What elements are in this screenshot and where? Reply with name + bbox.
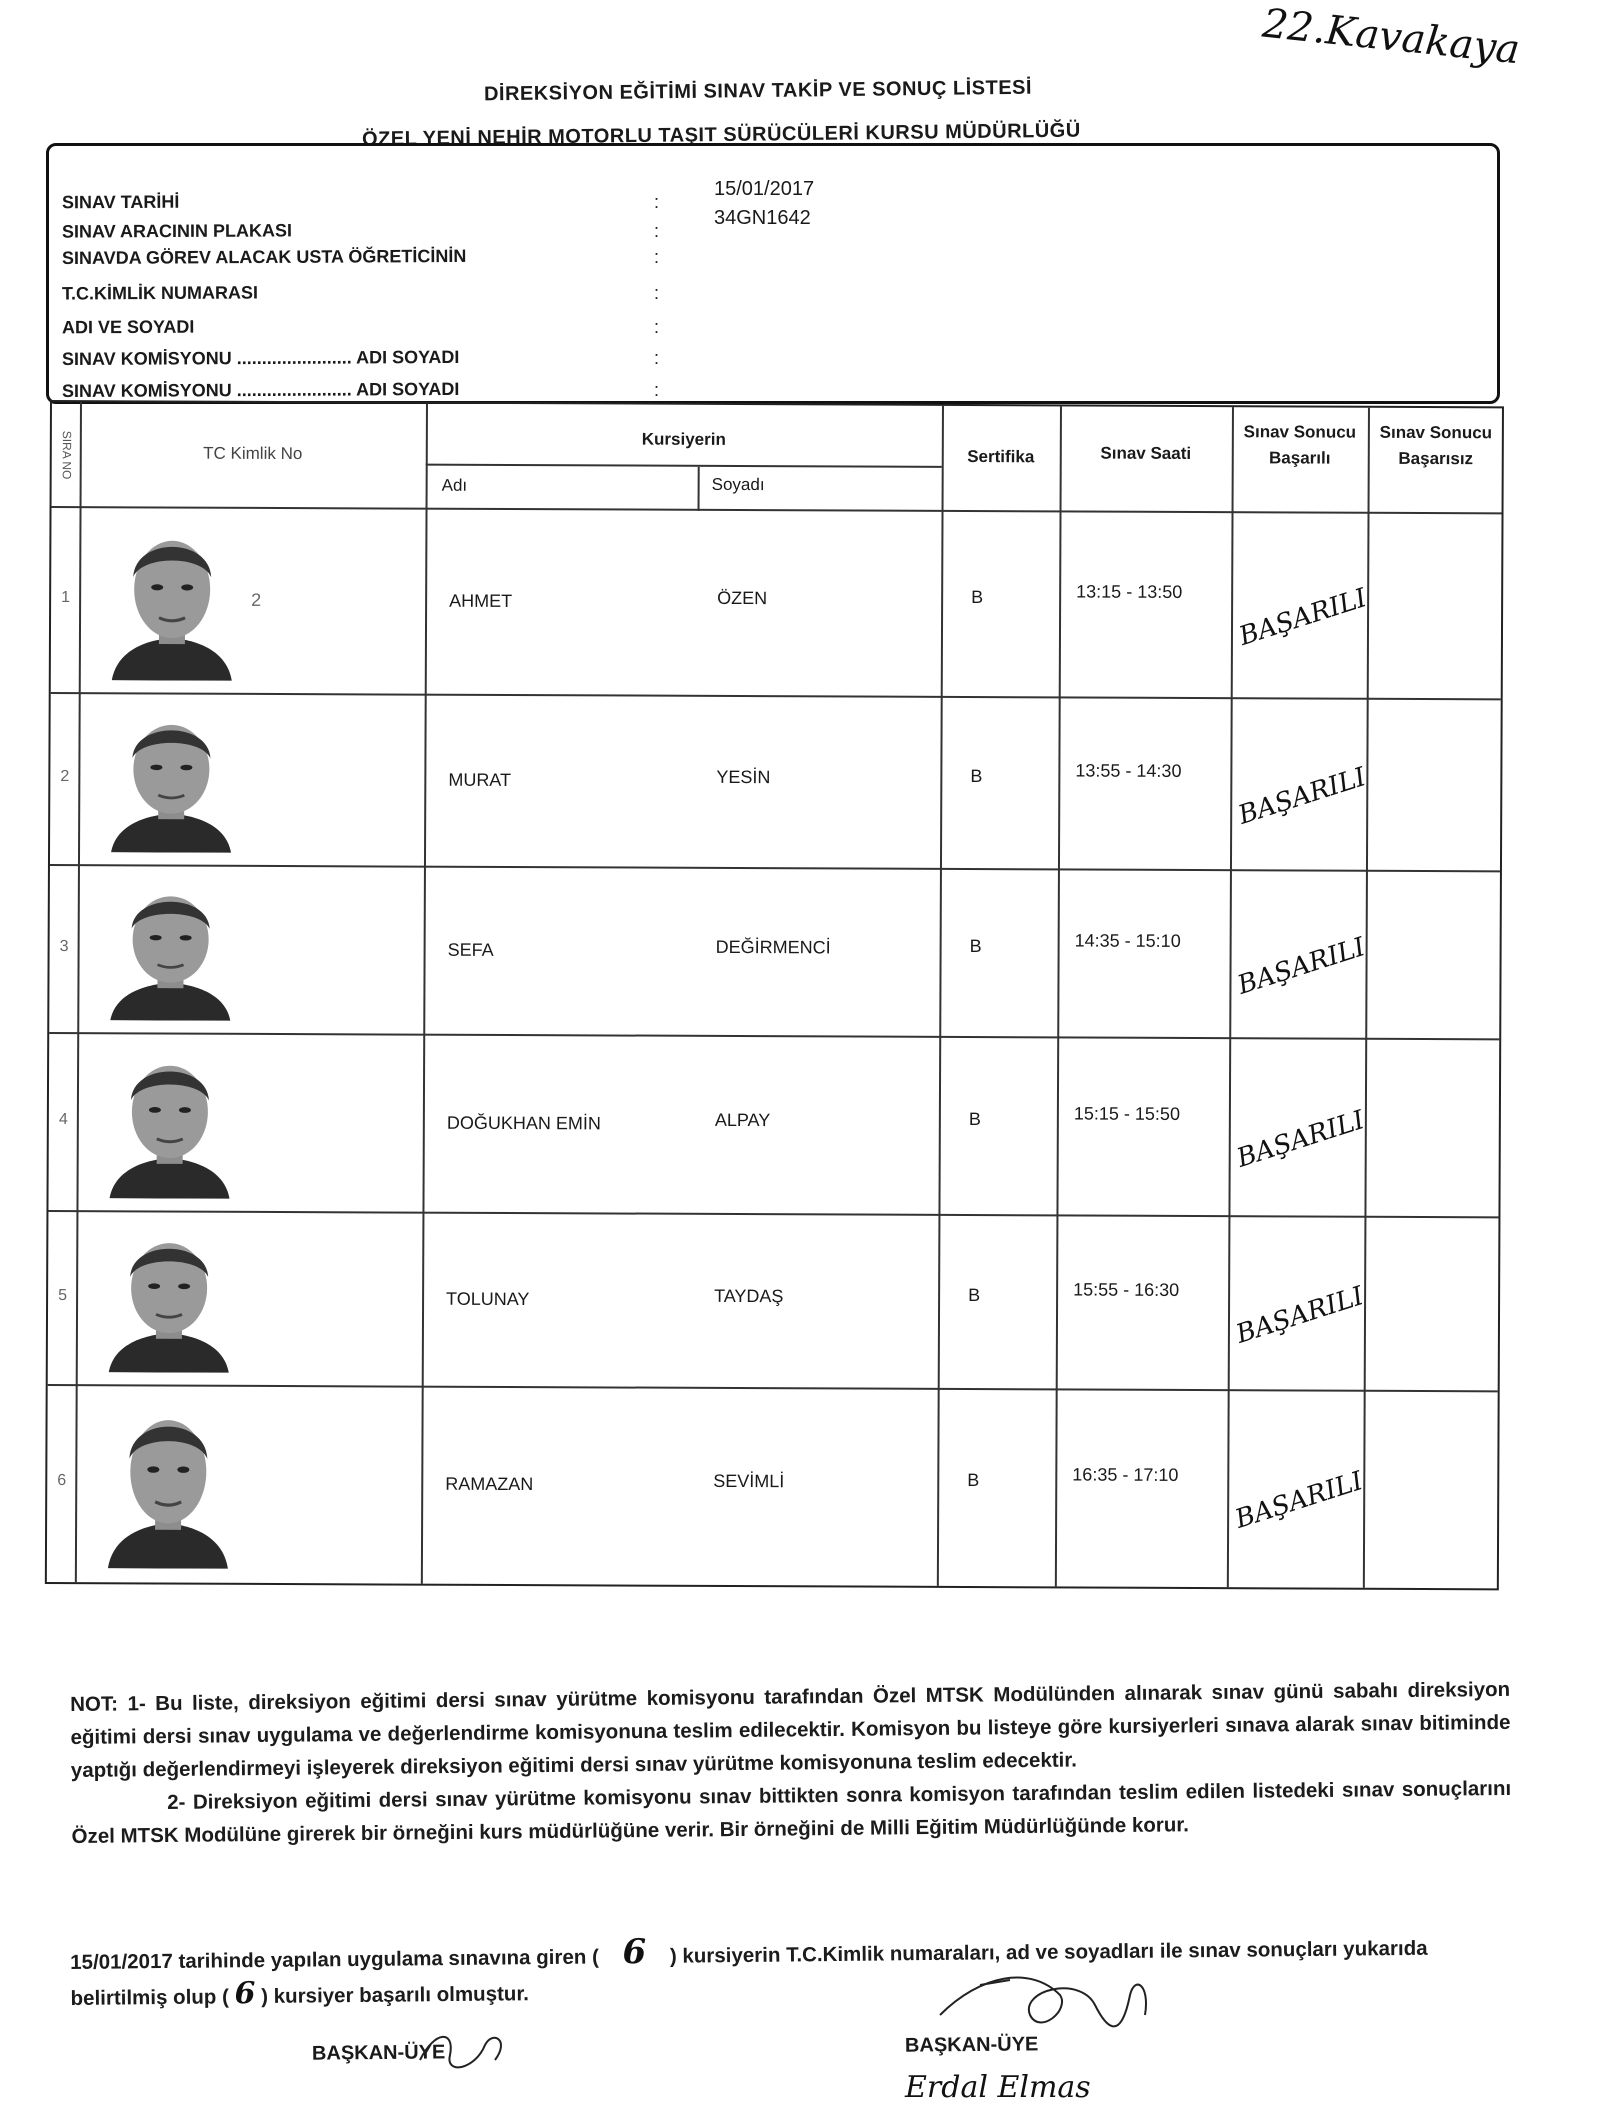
student-photo [95, 1044, 246, 1199]
info-label: T.C.KİMLİK NUMARASI [61, 282, 259, 304]
header-kursiyerin: Kursiyerin [641, 429, 726, 449]
info-colon: : [654, 221, 660, 241]
note-paragraph-1: NOT: 1- Bu liste, direksiyon eğitimi dersi sınav yürütme komisyonu tarafından Özel MTSK Modülünden alınarak sınav günü sabahı direksiyon eğitimi dersi sınav uygulama ve değerlendirme komisyonuna teslim edilecektir. Komisyon bu listeye göre kursiyerleri sınava alarak sınav bitiminde yaptığı değerlendirmeyi işleyerek direksiyon eğitimi dersi sınav yürütme komisyonuna teslim edecektir. [70, 1677, 1511, 1782]
result-passed: BAŞARILI [1234, 762, 1370, 831]
student-photo-icon [93, 1396, 244, 1569]
row-divider [51, 692, 1501, 700]
row-number: 3 [59, 938, 69, 956]
exam-time: 14:35 - 15:10 [1074, 930, 1181, 951]
row-number: 1 [61, 589, 71, 607]
student-photo-icon [96, 704, 247, 853]
student-photo-icon [94, 1222, 245, 1373]
info-value: 34GN1642 [714, 207, 811, 229]
info-colon: : [654, 283, 660, 303]
certificate-class: B [968, 1109, 981, 1130]
note-paragraph-2: 2- Direksiyon eğitimi dersi sınav yürütme komisyonu sınav bittikten sonra komisyon tarafından teslim edilen listedeki sınav sonuçlarını Özel MTSK Modülüne girerek bir örneğini kurs müdürlüğüne verir. Bir örneğini de Milli Eğitim Müdürlüğünde korur. [71, 1776, 1512, 1848]
info-colon: : [654, 317, 660, 337]
signer-name: Erdal Elmas [905, 2070, 1091, 2105]
info-label: SINAV KOMİSYONU ....................... ADI SOYADI [61, 378, 460, 402]
info-label: ADI VE SOYADI [61, 316, 195, 338]
exam-time: 15:55 - 16:30 [1073, 1279, 1180, 1300]
summary-part-1: 15/01/2017 tarihinde yapılan uygulama sınavına giren ( [70, 1945, 599, 1974]
student-first-name: SEFA [447, 939, 494, 960]
result-passed: BAŞARILI [1235, 583, 1371, 652]
info-value: 15/01/2017 [714, 178, 815, 200]
row-number: 2 [60, 768, 70, 786]
student-photo [96, 704, 247, 853]
certificate-class: B [969, 936, 982, 957]
student-photo [97, 518, 248, 681]
signature-right-mark [920, 1955, 1180, 2065]
notes-section [70, 1673, 1512, 1853]
certificate-class: B [967, 1470, 980, 1491]
student-photo [94, 1222, 245, 1373]
student-last-name: SEVİMLİ [713, 1470, 785, 1492]
info-colon: : [654, 348, 660, 368]
student-photo [95, 876, 246, 1021]
result-passed: BAŞARILI [1233, 1105, 1369, 1174]
row-number: 6 [57, 1472, 67, 1490]
student-first-name: RAMAZAN [445, 1473, 534, 1495]
student-photo-icon [95, 876, 246, 1021]
header-adi: Adı [441, 475, 468, 495]
student-photo-icon [97, 518, 248, 681]
header-sonuc-basarisiz: Sınav Sonucu Başarısız [1379, 422, 1493, 469]
exam-time: 13:15 - 13:50 [1076, 581, 1183, 602]
result-passed: BAŞARILI [1231, 1466, 1367, 1535]
summary-part-2: ) kursiyerin T.C.Kimlik numaraları, ad ve soyadları ile sınav sonuçları yukarıda belirtilmiş olup ( [70, 1936, 1428, 2010]
tc-kimlik-no: 2 [251, 589, 262, 610]
student-first-name: TOLUNAY [446, 1288, 530, 1310]
row-divider [48, 1210, 1498, 1218]
student-first-name: MURAT [448, 769, 512, 791]
student-photo [93, 1396, 244, 1569]
signature-left-label: BAŞKAN-ÜYE [311, 2041, 446, 2065]
certificate-class: B [971, 587, 984, 608]
row-divider [48, 1384, 1498, 1392]
exam-time: 15:15 - 15:50 [1073, 1103, 1181, 1124]
row-divider [49, 1032, 1499, 1040]
student-last-name: DEĞİRMENCİ [715, 936, 831, 958]
student-last-name: TAYDAŞ [714, 1285, 784, 1307]
info-label: SINAV KOMİSYONU ....................... ADI SOYADI [61, 346, 460, 370]
student-last-name: ALPAY [714, 1109, 771, 1131]
result-passed: BAŞARILI [1232, 1281, 1368, 1350]
student-last-name: YESİN [716, 766, 771, 788]
student-last-name: ÖZEN [717, 587, 768, 609]
certificate-class: B [970, 766, 983, 787]
student-photo-icon [95, 1044, 246, 1199]
info-label: SINAV ARACININ PLAKASI [61, 220, 293, 242]
header-sira-no: SIRA NO [59, 430, 74, 480]
row-number: 5 [58, 1287, 68, 1305]
info-colon: : [654, 247, 660, 267]
header-sinav-saati: Sınav Saati [1100, 443, 1192, 463]
exam-time: 16:35 - 17:10 [1072, 1464, 1179, 1485]
info-label: SINAV TARİHİ [61, 191, 180, 213]
info-label: SINAVDA GÖREV ALACAK USTA ÖĞRETİCİNİN [61, 245, 467, 269]
row-divider [50, 864, 1500, 872]
signature-left-mark [415, 2020, 515, 2080]
header-sonuc-basarili: Sınav Sonucu Başarılı [1243, 422, 1357, 468]
certificate-class: B [968, 1285, 981, 1306]
summary-part-3: ) kursiyer başarılı olmuştur. [261, 1982, 530, 2009]
row-number: 4 [58, 1111, 68, 1129]
header-tc-kimlik: TC Kimlik No [203, 443, 303, 464]
exam-time: 13:55 - 14:30 [1075, 760, 1182, 781]
signature-right-label: BAŞKAN-ÜYE [904, 2033, 1039, 2057]
result-passed: BAŞARILI [1234, 932, 1369, 1001]
document-title: DİREKSİYON EĞİTİMİ SINAV TAKİP VE SONUÇ LİSTESİ [483, 76, 1033, 106]
participant-count: 6 [622, 1931, 647, 1973]
student-first-name: DOĞUKHAN EMİN [446, 1112, 601, 1134]
corner-handwritten-note: 22.Kavakaya [1260, 0, 1523, 74]
summary-line [70, 1927, 1511, 2015]
header-sertifika: Sertifika [967, 447, 1035, 467]
student-first-name: AHMET [449, 590, 513, 612]
header-soyadi: Soyadı [711, 474, 765, 495]
document-subtitle: ÖZEL YENİ NEHİR MOTORLU TAŞIT SÜRÜCÜLERİ KURSU MÜDÜRLÜĞÜ [361, 119, 1081, 151]
results-table [45, 400, 1504, 1590]
passed-count: 6 [234, 1976, 256, 2012]
info-colon: : [654, 192, 660, 212]
info-colon: : [654, 380, 660, 400]
